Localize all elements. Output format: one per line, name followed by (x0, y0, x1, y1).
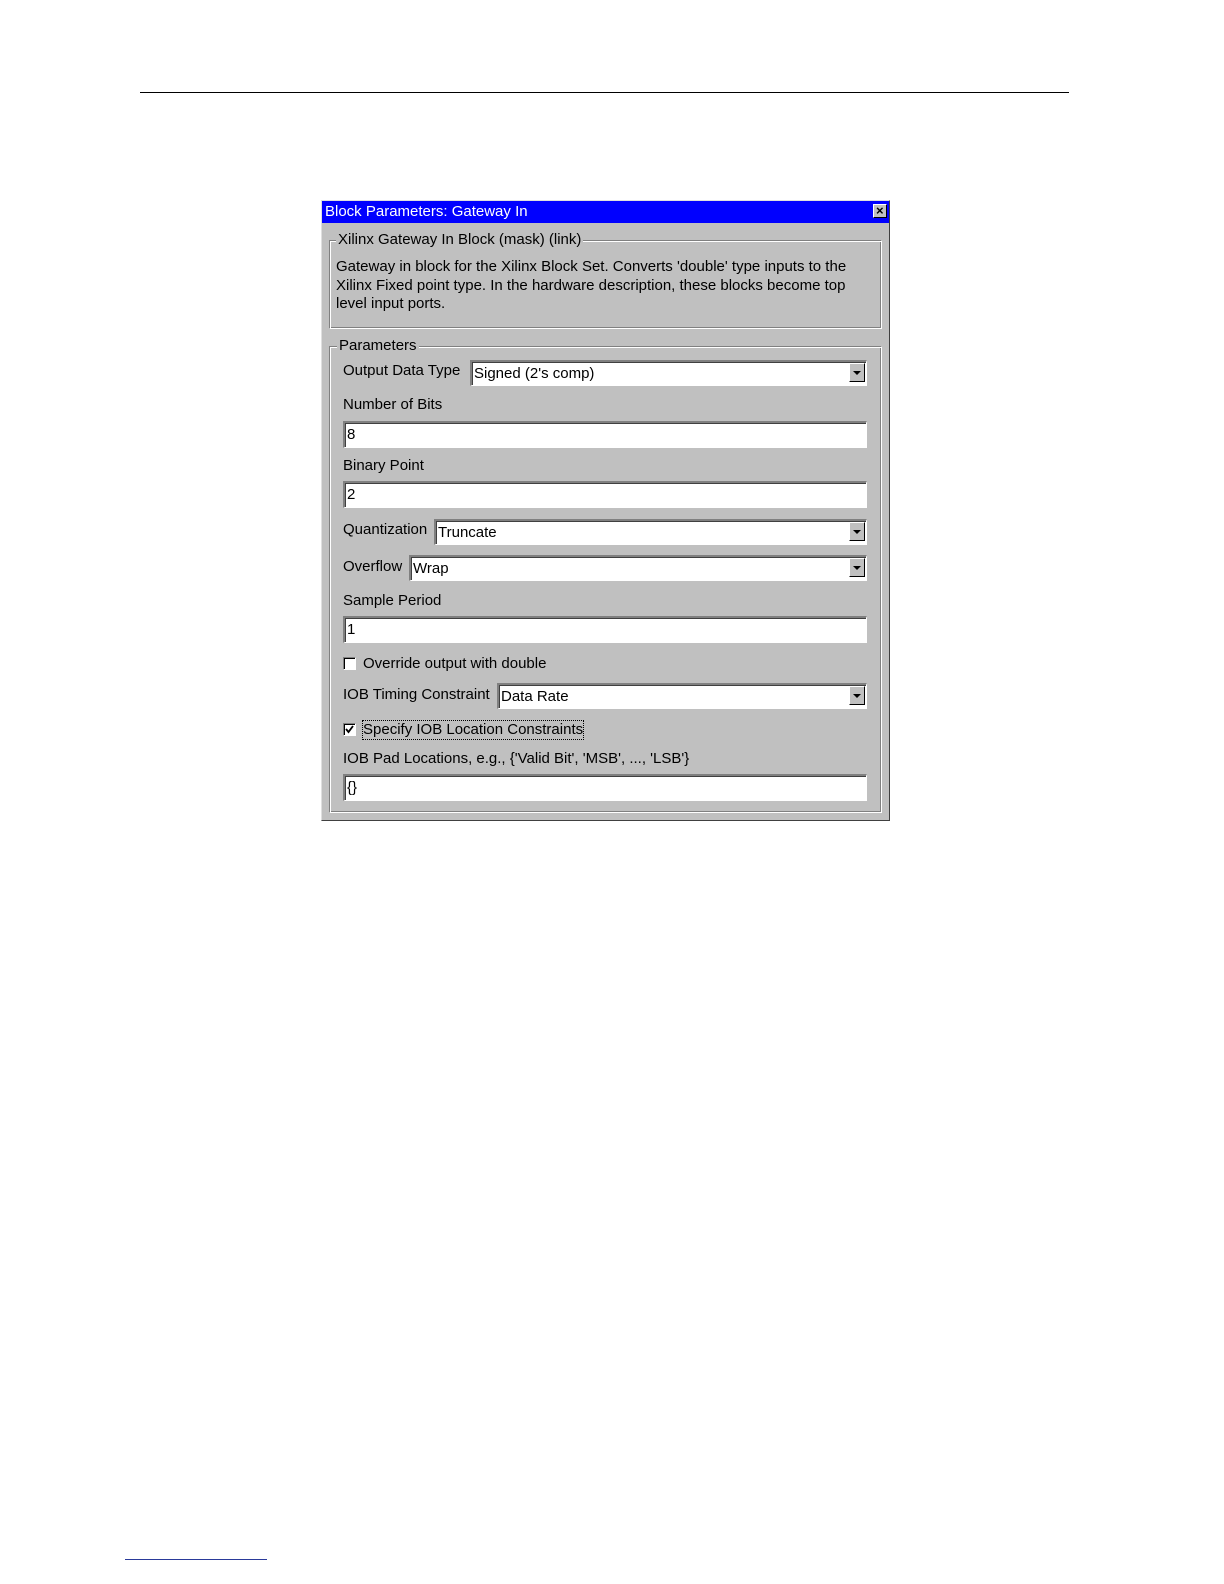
description-text: Gateway in block for the Xilinx Block Set. Converts 'double' type inputs to the Xilinx Fixed point type. In the hardware description, these blocks become top level input ports. (336, 258, 847, 312)
overflow-select[interactable] (409, 555, 867, 581)
number-of-bits-field[interactable] (343, 421, 867, 448)
checkmark-icon (345, 725, 354, 734)
overflow-label: Overflow (343, 558, 403, 575)
parameters-group-label: Parameters (339, 337, 417, 354)
number-of-bits-label: Number of Bits (343, 396, 443, 413)
overflow-dropdown-button[interactable] (849, 558, 865, 577)
iob-pad-locations-field[interactable] (343, 774, 867, 801)
iob-timing-label: IOB Timing Constraint (343, 686, 490, 703)
overflow-value: Wrap (413, 560, 449, 577)
chevron-down-icon (853, 371, 861, 375)
sample-period-input[interactable] (346, 619, 864, 639)
footnote-rule (125, 1559, 267, 1560)
chevron-down-icon (853, 694, 861, 698)
iob-pad-locations-input[interactable] (346, 777, 864, 797)
window-title: Block Parameters: Gateway In (325, 203, 528, 220)
iob-pad-locations-label: IOB Pad Locations, e.g., {'Valid Bit', 'MSB', ..., 'LSB'} (343, 750, 690, 767)
sample-period-label: Sample Period (343, 592, 442, 609)
output-data-type-value: Signed (2's comp) (474, 365, 595, 382)
output-data-type-label: Output Data Type (343, 362, 461, 379)
override-output-label[interactable]: Override output with double (363, 655, 547, 672)
iob-timing-dropdown-button[interactable] (849, 686, 865, 705)
binary-point-label: Binary Point (343, 457, 424, 474)
override-output-checkbox[interactable] (343, 657, 356, 670)
specify-iob-label[interactable]: Specify IOB Location Constraints (363, 721, 584, 738)
specify-iob-checkbox[interactable] (343, 723, 356, 736)
close-button[interactable] (873, 204, 887, 218)
sample-period-field[interactable] (343, 616, 867, 643)
close-icon: × (876, 203, 884, 218)
chevron-down-icon (853, 530, 861, 534)
quantization-label: Quantization (343, 521, 428, 538)
quantization-select[interactable] (434, 519, 867, 545)
binary-point-input[interactable] (346, 484, 864, 504)
quantization-value: Truncate (438, 524, 497, 541)
binary-point-field[interactable] (343, 481, 867, 508)
description-group-label: Xilinx Gateway In Block (mask) (link) (338, 231, 582, 248)
output-data-type-dropdown-button[interactable] (849, 363, 865, 382)
page-header-rule (140, 92, 1069, 93)
output-data-type-select[interactable] (470, 360, 867, 386)
iob-timing-value: Data Rate (501, 688, 569, 705)
chevron-down-icon (853, 566, 861, 570)
quantization-dropdown-button[interactable] (849, 522, 865, 541)
title-bar[interactable] (322, 201, 889, 223)
number-of-bits-input[interactable] (346, 424, 864, 444)
iob-timing-select[interactable] (497, 683, 867, 709)
